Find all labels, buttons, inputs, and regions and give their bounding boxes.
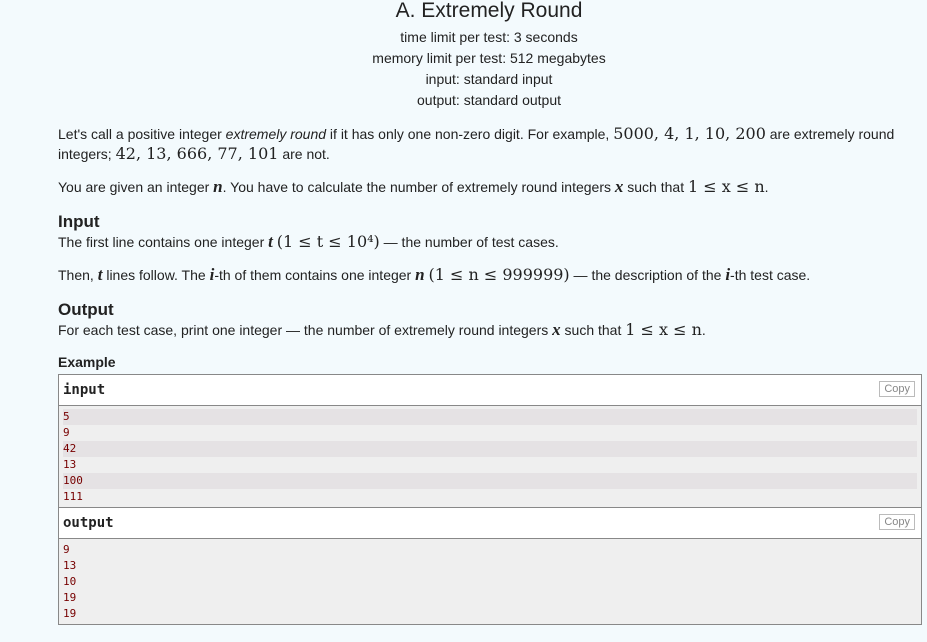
input-paragraph-1: The first line contains one integer t (1 ≤ t ≤ 10⁴) — the number of test cases.: [58, 232, 559, 251]
output-specification: [58, 300, 922, 340]
example-line: 19: [63, 607, 77, 620]
output-heading: Output: [58, 300, 114, 319]
example-line: 42: [63, 441, 917, 457]
memory-limit: memory limit per test: 512 megabytes: [372, 50, 606, 66]
example-line: 10: [63, 575, 77, 588]
time-limit: time limit per test: 3 seconds: [400, 29, 578, 45]
example-line: 111: [63, 490, 83, 503]
example-line: 100: [63, 473, 917, 489]
example-line: 13: [63, 559, 77, 572]
input-content: [59, 406, 921, 507]
problem-header: [56, 0, 922, 111]
example-line: 9: [63, 543, 70, 556]
example-heading: Example: [58, 354, 116, 370]
legend-paragraph-1: Let's call a positive integer extremely round if it has only one non-zero digit. For example, 5000, 4, 1, 10, 200 are extremely round integers; 42, 13, 666, 77, 101 are not.: [58, 124, 895, 163]
output-label: output: [63, 515, 114, 531]
output-paragraph: For each test case, print one integer — the number of extremely round integers x such that 1 ≤ x ≤ n.: [58, 320, 706, 339]
problem-title: A. Extremely Round: [395, 0, 583, 22]
input-label: input: [63, 382, 106, 398]
output-content: [59, 539, 921, 624]
example-line: 5: [63, 409, 917, 425]
example-box: [58, 374, 922, 625]
problem-statement: [58, 0, 922, 625]
legend: [58, 124, 922, 197]
input-header: [59, 375, 921, 406]
legend-paragraph-2: You are given an integer n. You have to calculate the number of extremely round integers x such that 1 ≤ x ≤ n.: [58, 177, 769, 196]
input-file: input: standard input: [425, 71, 553, 87]
copy-input-button[interactable]: Copy: [879, 381, 915, 397]
example-line: 9: [63, 426, 70, 439]
input-specification: [58, 212, 922, 285]
input-heading: Input: [58, 212, 100, 231]
example-line: 13: [63, 458, 77, 471]
output-header: [59, 507, 921, 539]
input-paragraph-2: Then, t lines follow. The i-th of them contains one integer n (1 ≤ n ≤ 999999) — the description of the i-th test case.: [58, 265, 811, 284]
output-file: output: standard output: [417, 92, 561, 108]
example-line: 19: [63, 591, 77, 604]
copy-output-button[interactable]: Copy: [879, 514, 915, 530]
